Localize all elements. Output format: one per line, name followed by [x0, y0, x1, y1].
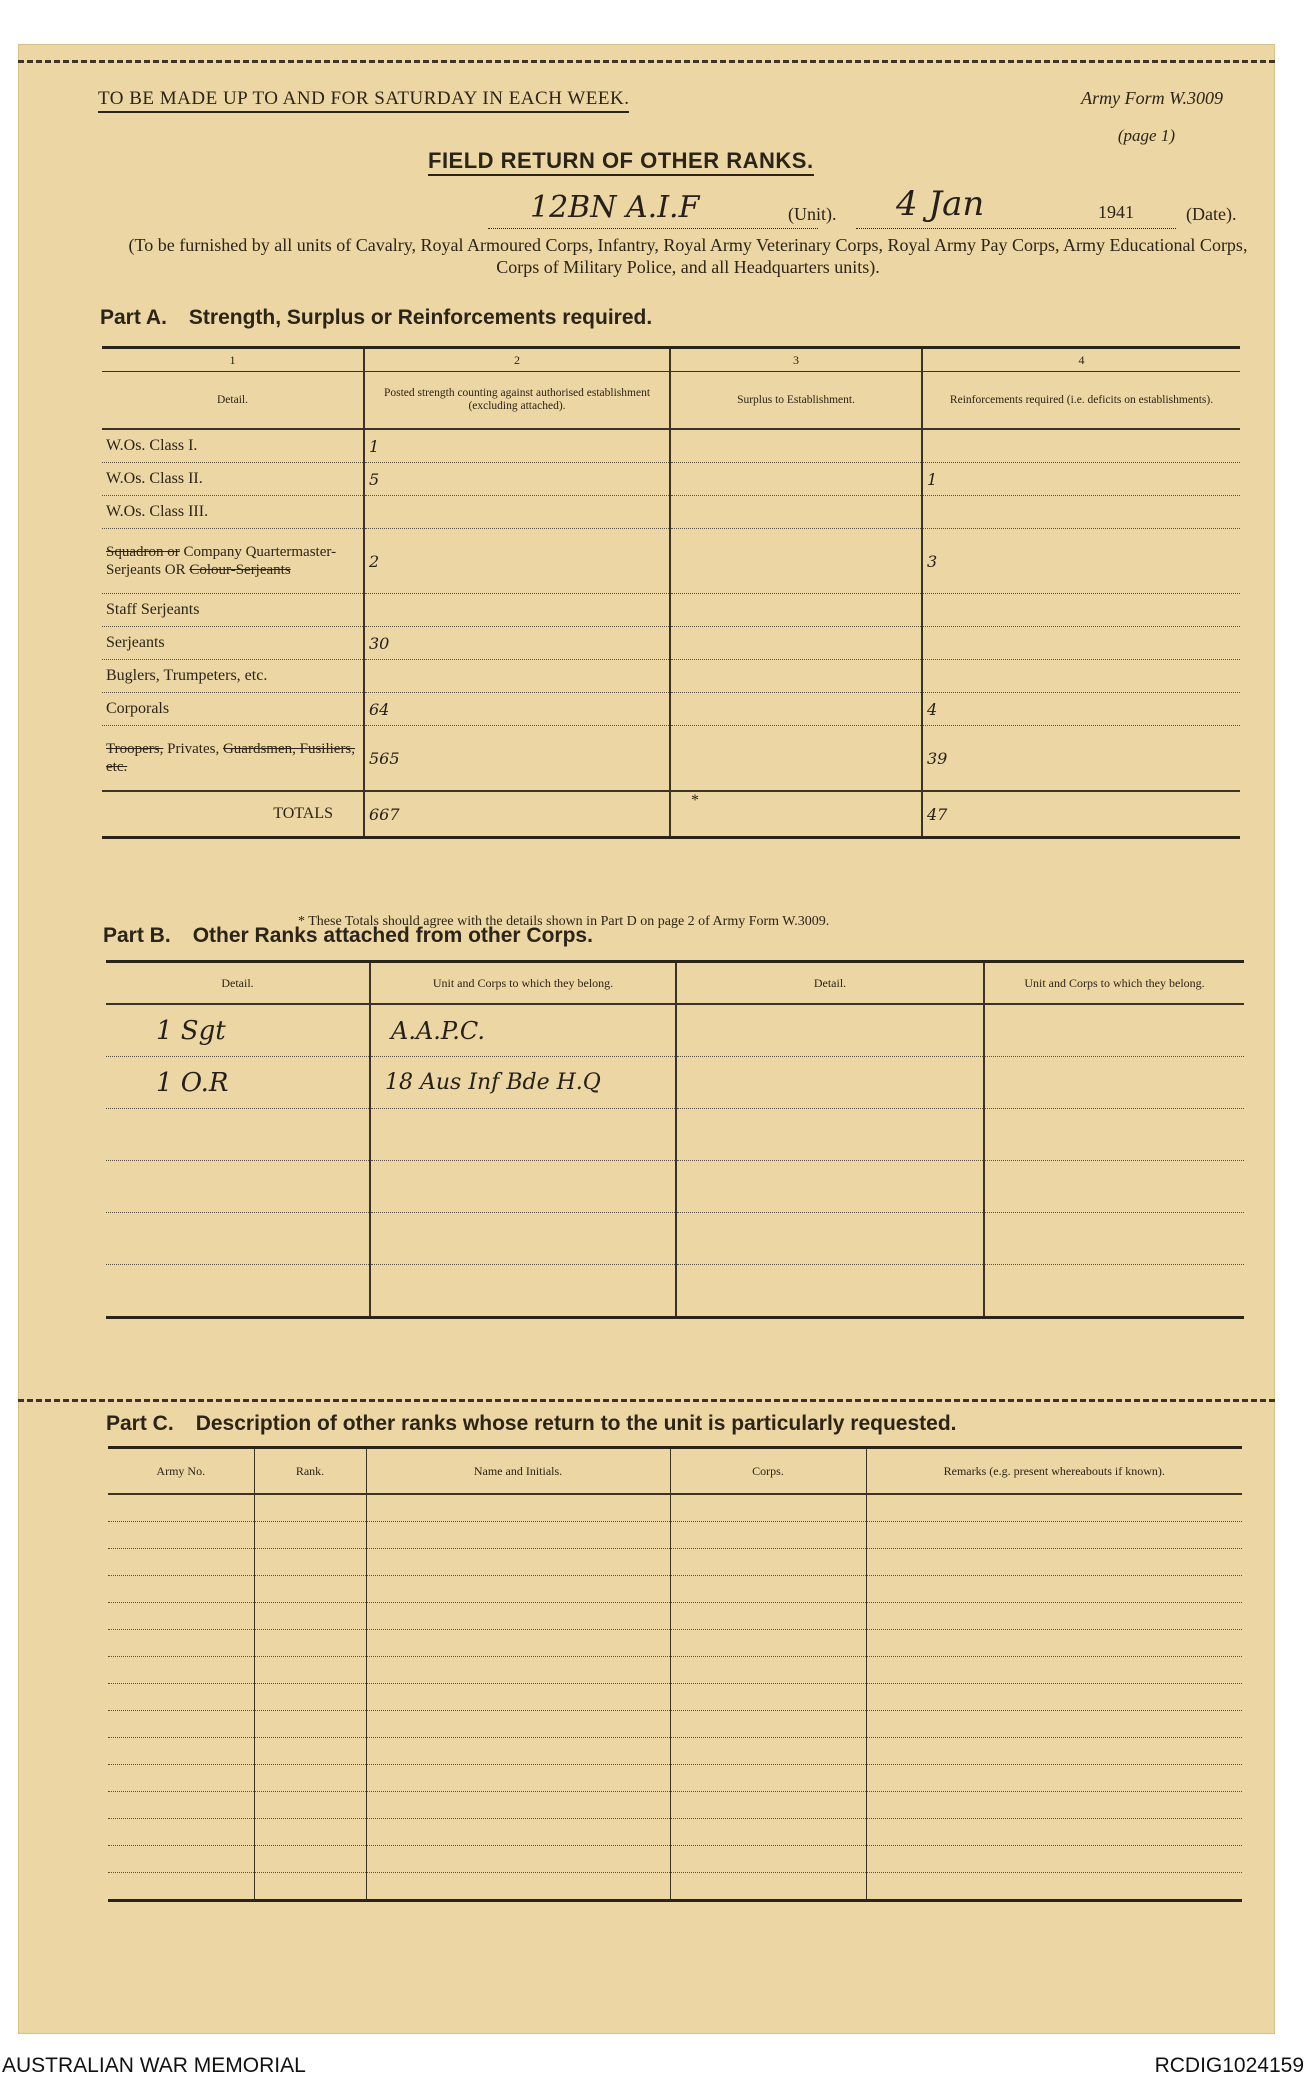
name-cell[interactable] [366, 1711, 670, 1738]
part-c-heading [106, 1412, 957, 1436]
col-header-army-no: Army No. [108, 1448, 254, 1495]
corps-cell[interactable] [670, 1603, 866, 1630]
unit-cell[interactable] [370, 1265, 676, 1318]
surplus-cell[interactable] [670, 726, 922, 792]
name-cell[interactable] [366, 1494, 670, 1522]
surplus-cell[interactable] [670, 594, 922, 627]
tear-line-middle [18, 1399, 1275, 1402]
row-detail: W.Os. Class I. [102, 429, 364, 463]
struck-text: Colour-Serjeants [189, 562, 291, 578]
table-row [102, 594, 1240, 627]
detail-cell[interactable] [676, 1057, 984, 1109]
part-b-title: Other Ranks attached from other Corps. [192, 924, 593, 947]
table-row [102, 693, 1240, 726]
unit-cell[interactable] [984, 1109, 1244, 1161]
rank-cell[interactable] [254, 1657, 366, 1684]
col-header-posted: Posted strength counting against authorised establishment (excluding attached). [364, 372, 670, 430]
posted-cell[interactable] [364, 496, 670, 529]
table-row [108, 1873, 1242, 1901]
detail-cell[interactable] [676, 1213, 984, 1265]
table-row [108, 1684, 1242, 1711]
surplus-cell[interactable] [670, 627, 922, 660]
army-no-cell[interactable] [108, 1630, 254, 1657]
totals-posted[interactable]: 667 [364, 791, 670, 838]
table-row [108, 1819, 1242, 1846]
rank-cell[interactable] [254, 1549, 366, 1576]
unit-cell[interactable] [984, 1213, 1244, 1265]
detail-cell[interactable] [106, 1161, 370, 1213]
name-cell[interactable] [366, 1576, 670, 1603]
col-number: 1 [102, 348, 364, 372]
surplus-cell[interactable] [670, 429, 922, 463]
remarks-cell[interactable] [866, 1576, 1242, 1603]
army-no-cell[interactable] [108, 1873, 254, 1901]
tear-line-top [18, 60, 1275, 63]
detail-cell[interactable] [106, 1265, 370, 1318]
detail-cell[interactable] [106, 1213, 370, 1265]
surplus-cell[interactable] [670, 529, 922, 594]
col-header-name: Name and Initials. [366, 1448, 670, 1495]
remarks-cell[interactable] [866, 1549, 1242, 1576]
table-row [108, 1494, 1242, 1522]
table-row [106, 1265, 1244, 1318]
remarks-cell[interactable] [866, 1684, 1242, 1711]
corps-cell[interactable] [670, 1494, 866, 1522]
row-detail [102, 529, 364, 594]
army-no-cell[interactable] [108, 1792, 254, 1819]
detail-cell[interactable] [676, 1109, 984, 1161]
surplus-cell[interactable] [670, 660, 922, 693]
part-c-title: Description of other ranks whose return to the unit is particularly requested. [195, 1412, 957, 1435]
col-header-unit: Unit and Corps to which they belong. [984, 962, 1244, 1005]
posted-cell[interactable] [364, 594, 670, 627]
part-a-title: Strength, Surplus or Reinforcements required. [188, 306, 653, 329]
name-cell[interactable] [366, 1765, 670, 1792]
rank-cell[interactable] [254, 1494, 366, 1522]
rank-cell[interactable] [254, 1576, 366, 1603]
col-number: 3 [670, 348, 922, 372]
unit-value: 12BN A.I.F [530, 190, 700, 225]
part-a-table [102, 346, 1240, 839]
table-row [102, 463, 1240, 496]
date-year-value: 1941 [1098, 202, 1134, 222]
table-row [108, 1630, 1242, 1657]
rank-cell[interactable] [254, 1765, 366, 1792]
corps-cell[interactable] [670, 1738, 866, 1765]
name-cell[interactable] [366, 1819, 670, 1846]
col-header-detail: Detail. [676, 962, 984, 1005]
table-row [108, 1738, 1242, 1765]
table-row [106, 1161, 1244, 1213]
part-a-label: Part A. [100, 306, 167, 329]
reinf-cell[interactable]: 39 [922, 726, 1240, 792]
or-text: OR [164, 562, 186, 578]
col-header-remarks: Remarks (e.g. present whereabouts if known). [866, 1448, 1242, 1495]
weekly-instruction: TO BE MADE UP TO AND FOR SATURDAY IN EACH WEEK. [98, 88, 629, 113]
name-cell[interactable] [366, 1657, 670, 1684]
corps-cell[interactable] [670, 1765, 866, 1792]
row-detail: W.Os. Class II. [102, 463, 364, 496]
reinf-cell[interactable] [922, 627, 1240, 660]
remarks-cell[interactable] [866, 1657, 1242, 1684]
corps-cell[interactable] [670, 1684, 866, 1711]
credit-left: AUSTRALIAN WAR MEMORIAL [2, 2054, 306, 2077]
part-a-heading [100, 306, 652, 330]
part-c-table [108, 1446, 1242, 1902]
rank-cell[interactable] [254, 1630, 366, 1657]
name-cell[interactable] [366, 1846, 670, 1873]
remarks-cell[interactable] [866, 1522, 1242, 1549]
army-no-cell[interactable] [108, 1738, 254, 1765]
table-row [102, 627, 1240, 660]
corps-cell[interactable] [670, 1657, 866, 1684]
remarks-cell[interactable] [866, 1846, 1242, 1873]
remarks-cell[interactable] [866, 1873, 1242, 1901]
table-row [108, 1549, 1242, 1576]
col-header-rank: Rank. [254, 1448, 366, 1495]
rank-cell[interactable] [254, 1846, 366, 1873]
row-detail: Corporals [102, 693, 364, 726]
struck-text: Guardsmen, Fusiliers, etc. [106, 741, 356, 775]
name-cell[interactable] [366, 1630, 670, 1657]
army-no-cell[interactable] [108, 1711, 254, 1738]
rank-cell[interactable] [254, 1711, 366, 1738]
table-row [108, 1846, 1242, 1873]
army-no-cell[interactable] [108, 1846, 254, 1873]
form-number: Army Form W.3009 [1081, 88, 1223, 108]
unit-cell[interactable] [984, 1057, 1244, 1109]
col-header-corps: Corps. [670, 1448, 866, 1495]
page-margin [0, 0, 1310, 44]
row-detail-text: Company Quartermaster-Serjeants [106, 544, 337, 578]
col-header-surplus: Surplus to Establishment. [670, 372, 922, 430]
table-row [106, 1213, 1244, 1265]
posted-cell[interactable]: 30 [364, 627, 670, 660]
remarks-cell[interactable] [866, 1819, 1242, 1846]
corps-cell[interactable] [670, 1522, 866, 1549]
posted-cell[interactable]: 1 [364, 429, 670, 463]
row-detail: Serjeants [102, 627, 364, 660]
part-c-label: Part C. [106, 1412, 174, 1435]
col-number: 4 [922, 348, 1240, 372]
remarks-cell[interactable] [866, 1494, 1242, 1522]
col-header-unit: Unit and Corps to which they belong. [370, 962, 676, 1005]
army-no-cell[interactable] [108, 1819, 254, 1846]
remarks-cell[interactable] [866, 1711, 1242, 1738]
struck-text: Troopers, [106, 741, 164, 757]
army-no-cell[interactable] [108, 1684, 254, 1711]
credit-right: RCDIG1024159 [1154, 2054, 1304, 2077]
surplus-cell[interactable] [670, 693, 922, 726]
posted-cell[interactable] [364, 660, 670, 693]
reinf-cell[interactable] [922, 660, 1240, 693]
part-a-footnote: * These Totals should agree with the details shown in Part D on page 2 of Army Form W.3009. [298, 914, 830, 929]
totals-surplus-mark: * [670, 791, 922, 838]
rank-cell[interactable] [254, 1873, 366, 1901]
table-row [108, 1657, 1242, 1684]
name-cell[interactable] [366, 1873, 670, 1901]
surplus-cell[interactable] [670, 496, 922, 529]
table-row [102, 496, 1240, 529]
reinf-cell[interactable] [922, 594, 1240, 627]
table-row [102, 429, 1240, 463]
army-no-cell[interactable] [108, 1603, 254, 1630]
struck-text: Squadron or [106, 544, 180, 560]
reinf-cell[interactable]: 1 [922, 463, 1240, 496]
part-b-heading [103, 924, 593, 948]
detail-cell[interactable]: 1 Sgt [106, 1004, 370, 1057]
col-header-detail: Detail. [102, 372, 364, 430]
table-row [108, 1765, 1242, 1792]
rank-cell[interactable] [254, 1819, 366, 1846]
posted-cell[interactable]: 5 [364, 463, 670, 496]
date-day-value: 4 Jan [896, 184, 985, 224]
rank-cell[interactable] [254, 1792, 366, 1819]
table-row [102, 660, 1240, 693]
name-cell[interactable] [366, 1684, 670, 1711]
unit-cell[interactable] [984, 1004, 1244, 1057]
unit-cell[interactable] [370, 1161, 676, 1213]
name-cell[interactable] [366, 1603, 670, 1630]
army-no-cell[interactable] [108, 1765, 254, 1792]
rank-cell[interactable] [254, 1684, 366, 1711]
corps-cell[interactable] [670, 1549, 866, 1576]
army-no-cell[interactable] [108, 1549, 254, 1576]
posted-cell[interactable]: 565 [364, 726, 670, 792]
totals-reinf[interactable]: 47 [922, 791, 1240, 838]
unit-cell[interactable] [370, 1109, 676, 1161]
col-header-detail: Detail. [106, 962, 370, 1005]
form-sheet [18, 44, 1275, 2034]
corps-cell[interactable] [670, 1630, 866, 1657]
intro-text: (To be furnished by all units of Cavalry, Royal Armoured Corps, Infantry, Royal Army Veterinary Corps, Royal Army Pay Corps, Army Educational Corps, Corps of Military Police, and all Headquarters units). [128, 235, 1248, 277]
name-cell[interactable] [366, 1738, 670, 1765]
army-no-cell[interactable] [108, 1522, 254, 1549]
name-cell[interactable] [366, 1792, 670, 1819]
unit-cell[interactable]: 18 Aus Inf Bde H.Q [370, 1057, 676, 1109]
table-row [106, 1004, 1244, 1057]
table-row [102, 726, 1240, 792]
table-row [108, 1603, 1242, 1630]
totals-label: TOTALS [102, 791, 364, 838]
unit-cell[interactable]: A.A.P.C. [370, 1004, 676, 1057]
rank-cell[interactable] [254, 1738, 366, 1765]
name-cell[interactable] [366, 1549, 670, 1576]
corps-cell[interactable] [670, 1711, 866, 1738]
table-row [102, 529, 1240, 594]
army-no-cell[interactable] [108, 1657, 254, 1684]
part-b-table [106, 960, 1244, 1319]
detail-cell[interactable] [106, 1109, 370, 1161]
posted-cell[interactable]: 64 [364, 693, 670, 726]
remarks-cell[interactable] [866, 1765, 1242, 1792]
unit-label: (Unit). [788, 204, 837, 224]
col-number: 2 [364, 348, 670, 372]
date-label: (Date). [1186, 204, 1237, 224]
table-row [108, 1711, 1242, 1738]
row-detail: Buglers, Trumpeters, etc. [102, 660, 364, 693]
name-cell[interactable] [366, 1522, 670, 1549]
reinf-cell[interactable] [922, 429, 1240, 463]
surplus-cell[interactable] [670, 463, 922, 496]
army-no-cell[interactable] [108, 1494, 254, 1522]
rank-cell[interactable] [254, 1522, 366, 1549]
row-detail: Staff Serjeants [102, 594, 364, 627]
table-row [108, 1792, 1242, 1819]
totals-row [102, 791, 1240, 838]
unit-cell[interactable] [984, 1265, 1244, 1318]
corps-cell[interactable] [670, 1819, 866, 1846]
reinf-cell[interactable]: 3 [922, 529, 1240, 594]
corps-cell[interactable] [670, 1873, 866, 1901]
army-no-cell[interactable] [108, 1576, 254, 1603]
detail-cell[interactable] [676, 1161, 984, 1213]
corps-cell[interactable] [670, 1576, 866, 1603]
unit-cell[interactable] [370, 1213, 676, 1265]
table-row [108, 1576, 1242, 1603]
unit-cell[interactable] [984, 1161, 1244, 1213]
detail-cell[interactable] [676, 1265, 984, 1318]
detail-cell[interactable] [676, 1004, 984, 1057]
col-header-reinforcements: Reinforcements required (i.e. deficits on establishments). [922, 372, 1240, 430]
corps-cell[interactable] [670, 1846, 866, 1873]
detail-cell[interactable]: 1 O.R [106, 1057, 370, 1109]
remarks-cell[interactable] [866, 1738, 1242, 1765]
remarks-cell[interactable] [866, 1630, 1242, 1657]
rank-cell[interactable] [254, 1603, 366, 1630]
remarks-cell[interactable] [866, 1792, 1242, 1819]
form-title: FIELD RETURN OF OTHER RANKS. [428, 148, 814, 176]
part-b-label: Part B. [103, 924, 171, 947]
reinf-cell[interactable] [922, 496, 1240, 529]
table-row [106, 1109, 1244, 1161]
reinf-cell[interactable]: 4 [922, 693, 1240, 726]
row-detail: W.Os. Class III. [102, 496, 364, 529]
table-row [106, 1057, 1244, 1109]
page-number: (page 1) [1117, 126, 1175, 145]
posted-cell[interactable]: 2 [364, 529, 670, 594]
corps-cell[interactable] [670, 1792, 866, 1819]
row-detail [102, 726, 364, 792]
remarks-cell[interactable] [866, 1603, 1242, 1630]
table-row [108, 1522, 1242, 1549]
row-detail-text: Privates, [167, 741, 220, 757]
